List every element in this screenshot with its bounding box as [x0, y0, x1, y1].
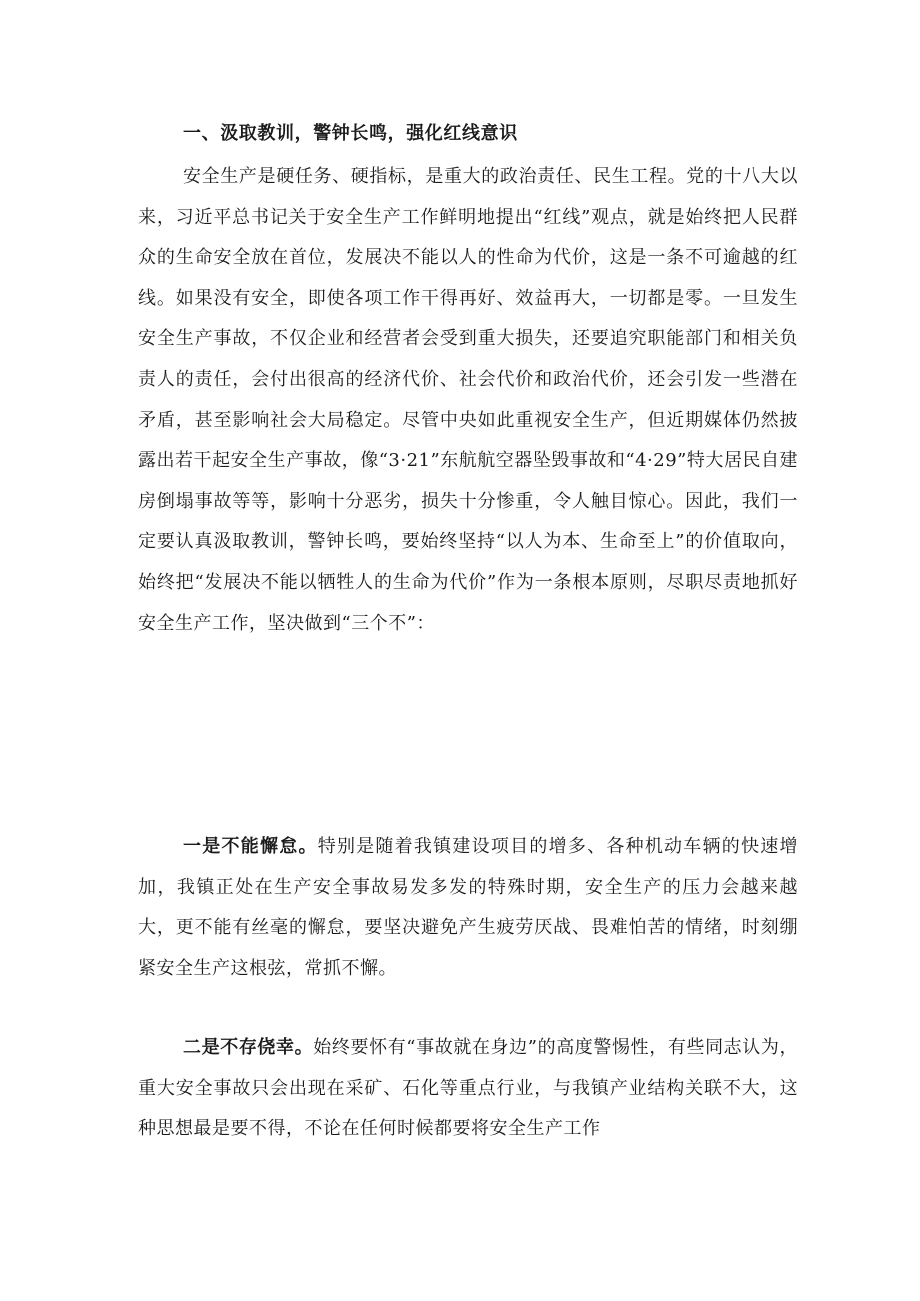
- section-heading: 一、汲取教训，警钟长鸣，强化红线意识: [183, 123, 518, 144]
- paragraph-no-slackness: [138, 827, 798, 989]
- paragraph-redline: [138, 157, 798, 644]
- paragraph-text: 安全生产是硬任务、硬指标，是重大的政治责任、民生工程。党的十八大以来，习近平总书记关于安全生产工作鲜明地提出“红线”观点，就是始终把人民群众的生命安全放在首位，发展决不能以人的性命为代价，这是一条不可逾越的红线。如果没有安全，即使各项工作干得再好、效益再大，一切都是零。一旦发生安全生产事故，不仅企业和经营者会受到重大损失，还要追究职能部门和相关负责人的责任，会付出很高的经济代价、社会代价和政治代价，还会引发一些潜在矛盾，甚至影响社会大局稳定。尽管中央如此重视安全生产，但近期媒体仍然披露出若干起安全生产事故，像“3·21”东航航空器坠毁事故和“4·29”特大居民自建房倒塌事故等等，影响十分恶劣，损失十分惨重，令人触目惊心。因此，我们一定要认真汲取教训，警钟长鸣，要始终坚持“以人为本、生命至上”的价值取向，始终把“发展决不能以牺牲人的生命为代价”作为一条根本原则，尽职尽责地抓好安全生产工作，坚决做到“三个不”：: [138, 166, 798, 634]
- paragraph-text: 始终要怀有“事故就在身边”的高度警惕性，有些同志认为，重大安全事故只会出现在采矿、石化等重点行业，与我镇产业结构关联不大，这种思想最是要不得，不论在任何时候都要将安全生产工作: [138, 1037, 798, 1140]
- paragraph-lead: 二是不存侥幸。: [183, 1037, 314, 1058]
- paragraph-text: 特别是随着我镇建设项目的增多、各种机动车辆的快速增加，我镇正处在生产安全事故易发多发的特殊时期，安全生产的压力会越来越大，更不能有丝毫的懈怠，要坚决避免产生疲劳厌战、畏难怕苦的情绪，时刻绷紧安全生产这根弦，常抓不懈。: [138, 836, 799, 979]
- paragraph-no-luck: [138, 1028, 798, 1150]
- paragraph-lead: 一是不能懈怠。: [183, 836, 318, 857]
